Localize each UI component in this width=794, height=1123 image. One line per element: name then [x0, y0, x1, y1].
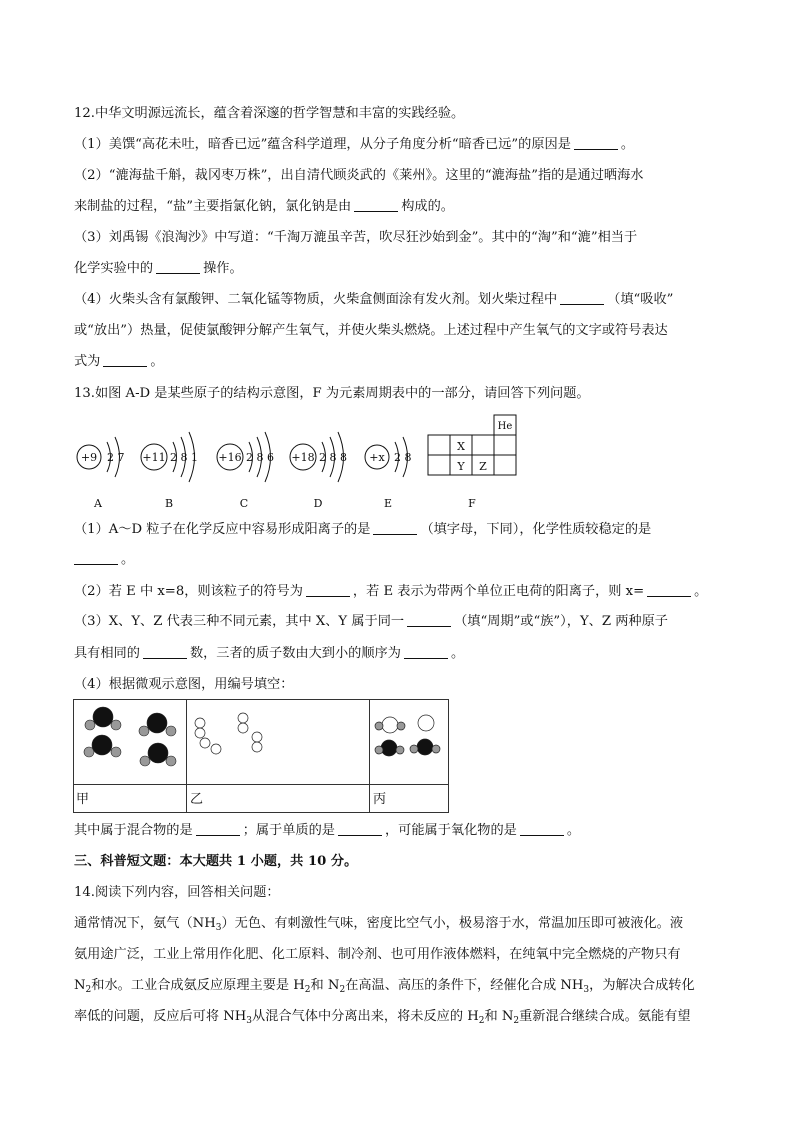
q13-part3-text: （3）X、Y、Z 代表三种不同元素，其中 X、Y 属于同一 [74, 614, 405, 629]
table-cell-y: Y [457, 460, 465, 473]
q14-text: N [74, 978, 86, 993]
atom-b-label: B [164, 497, 174, 510]
table-cell-he: He [497, 421, 513, 432]
q13-title-text: 13.如图 A-D 是某些原子的结构示意图，F 为元素周期表中的一部分，请回答下列问题。 [74, 386, 590, 401]
answer-blank[interactable] [404, 645, 448, 659]
answer-blank[interactable] [647, 583, 691, 597]
q12-part4-end2: 。 [150, 354, 164, 369]
q12-title [74, 104, 464, 124]
atom-b-shells: 2 8 1 [170, 451, 198, 464]
table-label-f: F [468, 497, 476, 510]
q13-part3-end2: 。 [450, 646, 465, 661]
answer-blank[interactable] [407, 613, 451, 627]
q12-part3-line2 [74, 259, 243, 279]
box-label-bing: 丙 [373, 792, 387, 807]
q12-part3-text: （3）刘禹锡《浪淘沙》中写道：“千淘万漉虽辛苦，吹尽狂沙始到金”。其中的“淘”和“漉”相当于 [74, 230, 638, 245]
q14-line4 [74, 1007, 691, 1027]
q14-title-text: 14.阅读下列内容，回答相关问题： [74, 885, 280, 900]
q13-part1-end: 。 [121, 552, 135, 567]
q12-part2-end: 构成的。 [401, 199, 454, 214]
q13-part1-text: （1）A～D 粒子在化学反应中容易形成阳离子的是 [74, 522, 371, 537]
q13-part5-text: 其中属于混合物的是 [74, 823, 193, 838]
atom-c-shells: 2 8 6 [246, 451, 274, 464]
table-cell-x: X [457, 440, 465, 453]
q13-part3-mid: 数，三者的质子数由大到小的顺序为 [189, 646, 401, 661]
section-3-heading [74, 852, 357, 872]
atom-a-nucleus: +9 [80, 451, 98, 464]
q14-text: 和 N [310, 978, 340, 993]
atom-a-shells: 2 7 [107, 451, 125, 464]
q13-part1-line1 [74, 520, 651, 540]
box-jia-molecules [84, 707, 176, 766]
q13-part5-end: 。 [566, 823, 581, 838]
subscript: 3 [215, 923, 222, 933]
subscript: 3 [583, 985, 590, 995]
subscript: 2 [304, 985, 311, 995]
answer-blank[interactable] [354, 198, 398, 212]
q13-part2-mid: ，若 E 表示为带两个单位正电荷的阳离子，则 x= [352, 584, 645, 599]
q14-text: 通常情况下，氨气（NH [74, 916, 216, 931]
answer-blank[interactable] [196, 822, 240, 836]
box-yi-molecules [195, 713, 262, 754]
atom-e-nucleus: +x [369, 451, 385, 464]
q14-text: ，为解决合成转化 [589, 978, 695, 993]
q14-text: 和水。工业合成氨反应原理主要是 H [91, 978, 305, 993]
subscript: 2 [478, 1016, 485, 1026]
subscript: 3 [246, 1016, 253, 1026]
answer-blank[interactable] [74, 551, 118, 565]
q14-text: 率低的问题，反应后可将 NH [74, 1009, 247, 1024]
answer-blank[interactable] [306, 583, 350, 597]
q13-part3-line2 [74, 644, 464, 664]
q12-part1-text: （1）美馔“高花未吐，暗香已远”蕴含科学道理，从分子角度分析“暗香已远”的原因是 [74, 137, 571, 152]
q12-part3-line1 [74, 228, 637, 248]
q13-part2-end: 。 [694, 584, 708, 599]
answer-blank[interactable] [338, 822, 382, 836]
q14-title [74, 883, 280, 903]
q14-text: ）无色、有刺激性气味，密度比空气小，极易溶于水，常温加压即可被液化。液 [221, 916, 684, 931]
table-cell-z: Z [479, 460, 487, 473]
q12-part4-end: （填“吸收” [607, 292, 674, 307]
atom-e-shells: 2 8 [394, 451, 412, 464]
q13-part2-text: （2）若 E 中 x=8，则该粒子的符号为 [74, 584, 303, 599]
q12-part4-line3 [74, 352, 164, 372]
q13-part1-mid: （填字母，下同），化学性质较稳定的是 [420, 522, 652, 537]
q13-part4 [74, 675, 293, 695]
atom-d-nucleus: +18 [291, 451, 315, 464]
q12-part4-text3: 式为 [74, 354, 101, 369]
atom-a-label: A [94, 497, 102, 510]
q12-part2-line2 [74, 197, 454, 217]
answer-blank[interactable] [373, 521, 417, 535]
answer-blank[interactable] [143, 645, 187, 659]
subscript: 2 [513, 1016, 520, 1026]
q13-part5 [74, 821, 580, 841]
atom-e-label: E [383, 497, 393, 510]
subscript: 2 [85, 985, 92, 995]
answer-blank[interactable] [560, 291, 604, 305]
q12-part1 [74, 135, 634, 155]
section-3-text: 三、科普短文题：本大题共 1 小题，共 10 分。 [74, 854, 358, 869]
atom-b-nucleus: +11 [142, 451, 166, 464]
q12-part4-text: （4）火柴头含有氯酸钾、二氧化锰等物质，火柴盒侧面涂有发火剂。划火柴过程中 [74, 292, 558, 307]
q14-text: 重新混合继续合成。氨能有望 [519, 1009, 691, 1024]
q14-line1 [74, 914, 683, 934]
q12-part4-text2: 或“放出”）热量，促使氯酸钾分解产生氧气，并使火柴头燃烧。上述过程中产生氧气的文字或符号表达 [74, 323, 668, 338]
q13-part3-text2: 具有相同的 [74, 646, 140, 661]
q14-line3 [74, 976, 695, 996]
q12-part3-end: 操作。 [203, 261, 243, 276]
atom-structure-figure [70, 412, 530, 514]
q13-part4-text: （4）根据微观示意图，用编号填空： [74, 677, 294, 692]
q13-part3-end: （填“周期”或“族”），Y、Z 两种原子 [454, 614, 668, 629]
q12-part2-text2: 来制盐的过程，“盐”主要指氯化钠，氯化钠是由 [74, 199, 352, 214]
atom-d-shells: 2 8 8 [319, 451, 347, 464]
q13-part5-mid1: ；属于单质的是 [242, 823, 335, 838]
answer-blank[interactable] [103, 353, 147, 367]
q13-part5-mid2: ，可能属于氧化物的是 [385, 823, 517, 838]
q12-part4-line1 [74, 290, 673, 310]
micro-diagram [73, 699, 450, 814]
q12-part2-line1 [74, 166, 643, 186]
q14-text: 和 N [484, 1009, 514, 1024]
q12-title-text: 12.中华文明源远流长，蕴含着深邃的哲学智慧和丰富的实践经验。 [74, 106, 465, 121]
q13-part3-line1 [74, 612, 668, 632]
box-label-jia: 甲 [76, 792, 90, 807]
atom-d-label: D [313, 497, 323, 510]
answer-blank[interactable] [156, 260, 200, 274]
q13-title [74, 384, 590, 404]
q12-part3-text2: 化学实验中的 [74, 261, 154, 276]
box-bing-molecules [375, 715, 440, 756]
q12-part1-end: 。 [620, 137, 635, 152]
answer-blank[interactable] [520, 822, 564, 836]
q13-part1-line2 [74, 550, 134, 570]
q12-part2-text: （2）“漉海盐千斛，裁冈枣万株”，出自清代顾炎武的《莱州》。这里的“漉海盐”指的是通过晒海水 [74, 168, 644, 183]
box-label-yi: 乙 [190, 792, 204, 807]
atom-c-label: C [239, 497, 249, 510]
atom-c-nucleus: +16 [218, 451, 242, 464]
q12-part4-line2 [74, 321, 668, 341]
q14-text: 从混合气体中分离出来，将未反应的 H [252, 1009, 479, 1024]
q14-text: 在高温、高压的条件下，经催化合成 NH [345, 978, 584, 993]
q13-part2 [74, 582, 707, 602]
q14-line2 [74, 945, 681, 965]
q14-text: 氨用途广泛，工业上常用作化肥、化工原料、制冷剂、也可用作液体燃料，在纯氧中完全燃烧的产物只有 [74, 947, 681, 962]
subscript: 2 [339, 985, 346, 995]
answer-blank[interactable] [574, 136, 618, 150]
